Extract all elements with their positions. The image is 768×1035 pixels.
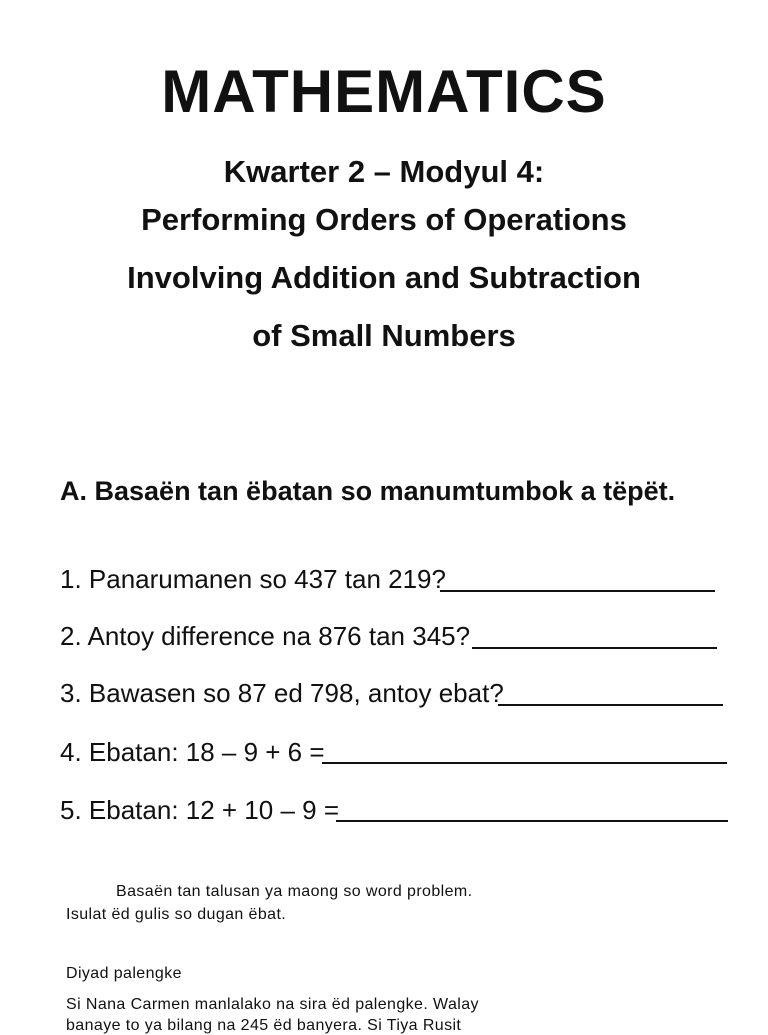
instruction-line-2: Isulat ëd gulis so dugan ëbat. [66,906,287,923]
question-5: 5. Ebatan: 12 + 10 – 9 = [60,795,340,825]
answer-line-3[interactable] [498,704,723,706]
module-subtitle: Kwarter 2 – Modyul 4: [223,154,545,189]
answer-line-5[interactable] [336,820,728,822]
section-a-heading: A. Basaën tan ëbatan so manumtumbok a tëpët. [60,476,676,506]
module-title-line-3: of Small Numbers [252,318,516,353]
question-1: 1. Panarumanen so 437 tan 219? [60,564,446,594]
page-title: MATHEMATICS [161,58,607,125]
question-2: 2. Antoy difference na 876 tan 345? [60,621,471,651]
answer-line-4[interactable] [322,762,727,764]
question-4: 4. Ebatan: 18 – 9 + 6 = [60,737,325,767]
instruction-line-1: Basaën tan talusan ya maong so word problem. [116,883,473,900]
story-title: Diyad palengke [66,965,182,982]
story-line-1: Si Nana Carmen manlalako na sira ëd palengke. Walay [66,996,479,1013]
story-line-2: banaye to ya bilang na 245 ëd banyera. Si Tiya Rusit [66,1017,462,1034]
answer-line-1[interactable] [440,590,715,592]
module-title-line-2: Involving Addition and Subtraction [127,260,641,295]
question-3: 3. Bawasen so 87 ed 798, antoy ebat? [60,678,504,708]
answer-line-2[interactable] [472,647,717,649]
module-title-line-1: Performing Orders of Operations [141,202,627,237]
